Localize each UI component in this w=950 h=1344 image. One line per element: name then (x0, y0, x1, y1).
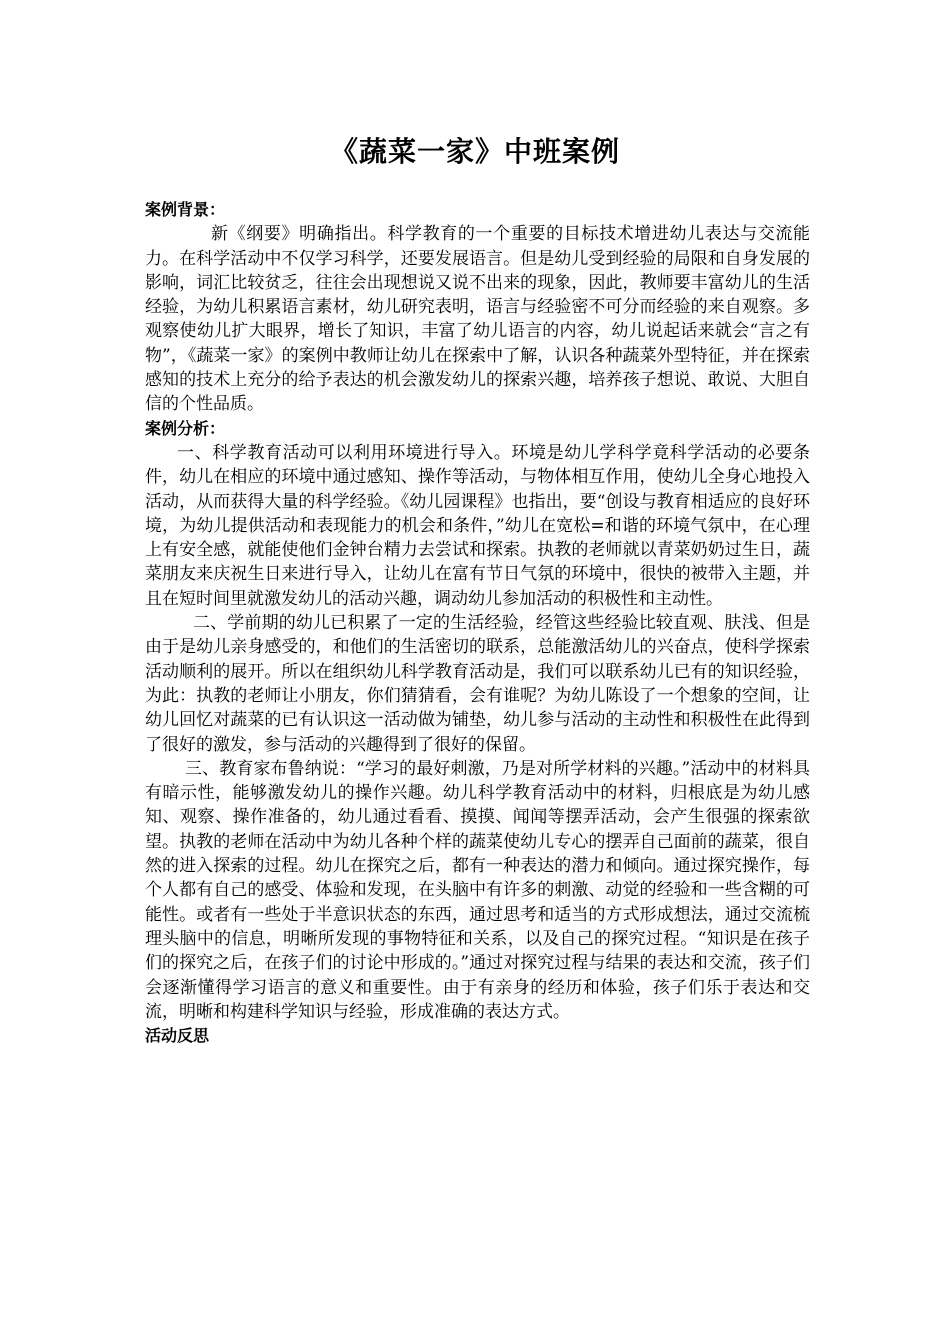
analysis-paragraph-2: 二、学前期的幼儿已积累了一定的生活经验，经管这些经验比较直观、肤浅、但是由于是幼儿亲身感受的，和他们的生活密切的联系，总能激活幼儿的兴奋点，使科学探索活动顺利的展开。所以在组织幼儿科学教育活动是，我们可以联系幼儿已有的知识经验，为此：执教的老师让小朋友，你们猜猜看，会有谁呢？为幼儿陈设了一个想象的空间，让幼儿回忆对蔬菜的已有认识这一活动做为铺垫，幼儿参与活动的主动性和积极性在此得到了很好的激发，参与活动的兴趣得到了很好的保留。 (145, 613, 810, 755)
analysis-paragraph-3: 三、教育家布鲁纳说：“学习的最好刺激，乃是对所学材料的兴趣。”活动中的材料具有暗示性，能够激发幼儿的操作兴趣。幼儿科学教育活动中的材料，归根底是为幼儿感知、观察、操作准备的，幼儿通过看看、摸摸、闻闻等摆弄活动，会产生很强的探索欲望。执教的老师在活动中为幼儿各种个样的蔬菜使幼儿专心的摆弄自己面前的蔬菜，很自然的进入探索的过程。幼儿在探究之后，都有一种表达的潜力和倾向。通过探究操作，每个人都有自己的感受、体验和发现，在头脑中有许多的刺激、动觉的经验和一些含糊的可能性。或者有一些处于半意识状态的东西，通过思考和适当的方式形成想法，通过交流梳理头脑中的信息，明晰所发现的事物特征和关系，以及自己的探究过程。“知识是在孩子们的探究之后，在孩子们的讨论中形成的。”通过对探究过程与结果的表达和交流，孩子们会逐渐懂得学习语言的意义和重要性。由于有亲身的经历和体验，孩子们乐于表达和交流，明晰和构建科学知识与经验，形成准确的表达方式。 (145, 758, 810, 1022)
document-title: 《蔬菜一家》中班案例 (329, 135, 620, 168)
section-heading-background: 案例背景： (145, 200, 226, 219)
analysis-paragraph-1: 一、科学教育活动可以利用环境进行导入。环境是幼儿学科学竟科学活动的必要条件，幼儿在相应的环境中通过感知、操作等活动，与物体相互作用，使幼儿全身心地投入活动，从而获得大量的科学经验。《幼儿园课程》也指出，要“创设与教育相适应的良好环境，为幼儿提供活动和表现能力的机会和条件，”幼儿在宽松=和谐的环境气氛中，在心理上有安全感，就能使他们金钟台精力去尝试和探索。执教的老师就以青菜奶奶过生日，蔬菜朋友来庆祝生日来进行导入，让幼儿在富有节日气氛的环境中，很快的被带入主题，并且在短时间里就激发幼儿的活动兴趣，调动幼儿参加活动的积极性和主动性。 (145, 442, 810, 609)
section-heading-analysis: 案例分析： (145, 418, 226, 438)
section-heading-reflection: 活动反思 (145, 1026, 210, 1046)
document-body (145, 198, 810, 1048)
background-paragraph: 新《纲要》明确指出。科学教育的一个重要的目标技术增进幼儿表达与交流能力。在科学活动中不仅学习科学，还要发展语言。但是幼儿受到经验的局限和自身发展的影响，词汇比较贫乏，往往会出现想说又说不出来的现象，因此，教师要丰富幼儿的生活经验，为幼儿积累语言素材，幼儿研究表明，语言与经验密不可分而经验的来自观察。多观察使幼儿扩大眼界，增长了知识，丰富了幼儿语言的内容，幼儿说起话来就会“言之有物”，《蔬菜一家》的案例中教师让幼儿在探索中了解，认识各种蔬菜外型特征，并在探索感知的技术上充分的给予表达的机会激发幼儿的探索兴趣，培养孩子想说、敢说、大胆自信的个性品质。 (145, 224, 810, 415)
